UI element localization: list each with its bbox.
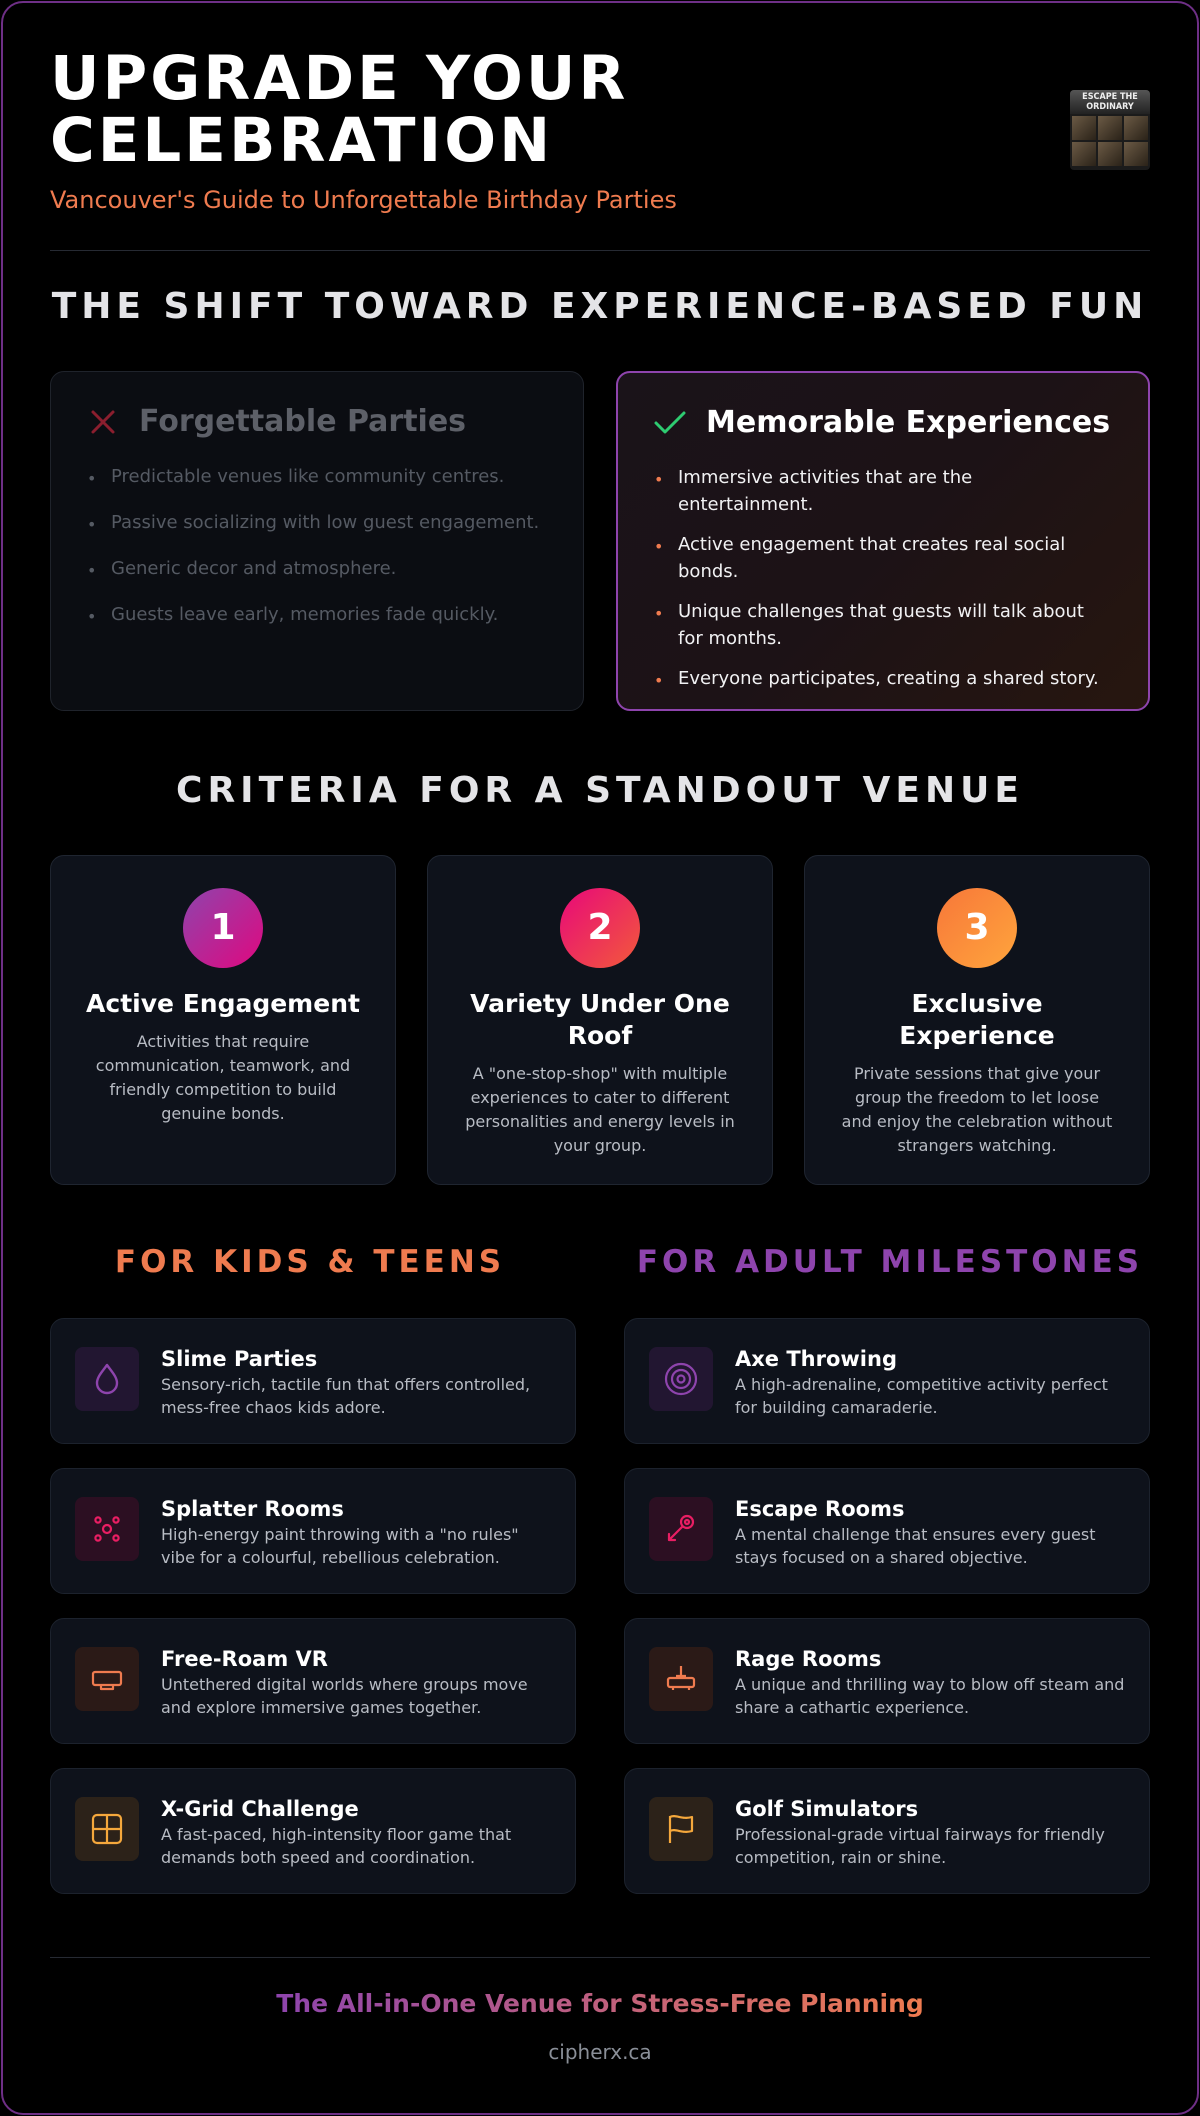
divider	[50, 250, 1150, 251]
list-item: • Guests leave early, memories fade quickly.	[87, 601, 547, 628]
activity-card-free-roam-vr	[50, 1618, 576, 1744]
card-title: Forgettable Parties	[139, 404, 467, 439]
activity-description: Professional-grade virtual fairways for friendly competition, rain or shine.	[735, 1825, 1105, 1867]
flag-icon	[649, 1797, 713, 1861]
key-icon	[649, 1497, 713, 1561]
droplet-icon	[75, 1347, 139, 1411]
list-item: • Immersive activities that are the entertainment.	[654, 464, 1112, 518]
header	[50, 43, 1150, 214]
section-title-shift: THE SHIFT TOWARD EXPERIENCE-BASED FUN	[51, 286, 1149, 327]
activity-description: Untethered digital worlds where groups move and explore immersive games together.	[161, 1675, 528, 1717]
footer-tagline: The All-in-One Venue for Stress-Free Planning	[276, 1989, 924, 2018]
criteria-card	[804, 855, 1150, 1185]
thumbnail-caption: ESCAPE THE ORDINARY	[1070, 90, 1150, 114]
activity-description: High-energy paint throwing with a "no rules" vibe for a colourful, rebellious celebration.	[161, 1525, 519, 1567]
check-icon	[654, 407, 686, 439]
criteria-card	[427, 855, 773, 1185]
activity-card-rage-rooms	[624, 1618, 1150, 1744]
activity-card-x-grid-challenge	[50, 1768, 576, 1894]
grid-icon	[75, 1797, 139, 1861]
splatter-icon	[75, 1497, 139, 1561]
footer-url: cipherx.ca	[548, 2040, 652, 2064]
x-icon	[87, 406, 119, 438]
activity-description: A fast-paced, high-intensity floor game that demands both speed and coordination.	[161, 1825, 512, 1867]
activity-description: A mental challenge that ensures every guest stays focused on a shared objective.	[735, 1525, 1096, 1567]
criteria-title: Exclusive Experience	[899, 989, 1055, 1050]
activity-card-golf-simulators	[624, 1768, 1150, 1894]
forgettable-parties-card	[50, 371, 584, 711]
list-item: • Passive socializing with low guest engagement.	[87, 509, 547, 536]
list-item: • Generic decor and atmosphere.	[87, 555, 547, 582]
activity-description: A high-adrenaline, competitive activity perfect for building camaraderie.	[735, 1375, 1108, 1417]
list-item: • Unique challenges that guests will talk about for months.	[654, 598, 1112, 652]
number-badge: 3	[937, 888, 1017, 968]
activity-card-axe-throwing	[624, 1318, 1150, 1444]
list-item: • Active engagement that creates real social bonds.	[654, 531, 1112, 585]
activity-card-splatter-rooms	[50, 1468, 576, 1594]
number-badge: 2	[560, 888, 640, 968]
page-title: UPGRADE YOUR CELEBRATION	[50, 43, 629, 176]
list-item: • Everyone participates, creating a shared story.	[654, 665, 1112, 692]
memorable-experiences-card	[616, 371, 1150, 711]
criteria-card	[50, 855, 396, 1185]
activity-title: Golf Simulators	[735, 1797, 919, 1821]
criteria-description: Activities that require communication, teamwork, and friendly competition to build genuine bonds.	[95, 1032, 351, 1123]
activity-title: Slime Parties	[161, 1347, 318, 1371]
thumbnail-image	[1070, 90, 1150, 170]
section-title-criteria: CRITERIA FOR A STANDOUT VENUE	[176, 770, 1024, 811]
activity-title: Escape Rooms	[735, 1497, 905, 1521]
memorable-list	[654, 464, 1112, 692]
page-subtitle: Vancouver's Guide to Unforgettable Birthday Parties	[50, 186, 677, 214]
vr-headset-icon	[75, 1647, 139, 1711]
activity-description: A unique and thrilling way to blow off steam and share a cathartic experience.	[735, 1675, 1125, 1717]
criteria-description: A "one-stop-shop" with multiple experiences to cater to different personalities and energy levels in your group.	[465, 1064, 735, 1155]
forgettable-list	[87, 463, 547, 628]
divider	[50, 1957, 1150, 1958]
activity-title: Splatter Rooms	[161, 1497, 344, 1521]
smash-icon	[649, 1647, 713, 1711]
activity-description: Sensory-rich, tactile fun that offers controlled, mess-free chaos kids adore.	[161, 1375, 531, 1417]
criteria-title: Active Engagement	[86, 989, 360, 1018]
activity-card-escape-rooms	[624, 1468, 1150, 1594]
activity-title: Axe Throwing	[735, 1347, 897, 1371]
activity-title: Free-Roam VR	[161, 1647, 328, 1671]
activity-title: X-Grid Challenge	[161, 1797, 359, 1821]
target-icon	[649, 1347, 713, 1411]
card-title: Memorable Experiences	[706, 405, 1111, 440]
activity-title: Rage Rooms	[735, 1647, 882, 1671]
criteria-title: Variety Under One Roof	[470, 989, 730, 1050]
activity-card-slime-parties	[50, 1318, 576, 1444]
adult-milestones-title: FOR ADULT MILESTONES	[636, 1244, 1144, 1280]
list-item: • Predictable venues like community centres.	[87, 463, 547, 490]
number-badge: 1	[183, 888, 263, 968]
criteria-description: Private sessions that give your group the freedom to let loose and enjoy the celebration without strangers watching.	[841, 1064, 1113, 1155]
kids-teens-title: FOR KIDS & TEENS	[114, 1244, 506, 1280]
